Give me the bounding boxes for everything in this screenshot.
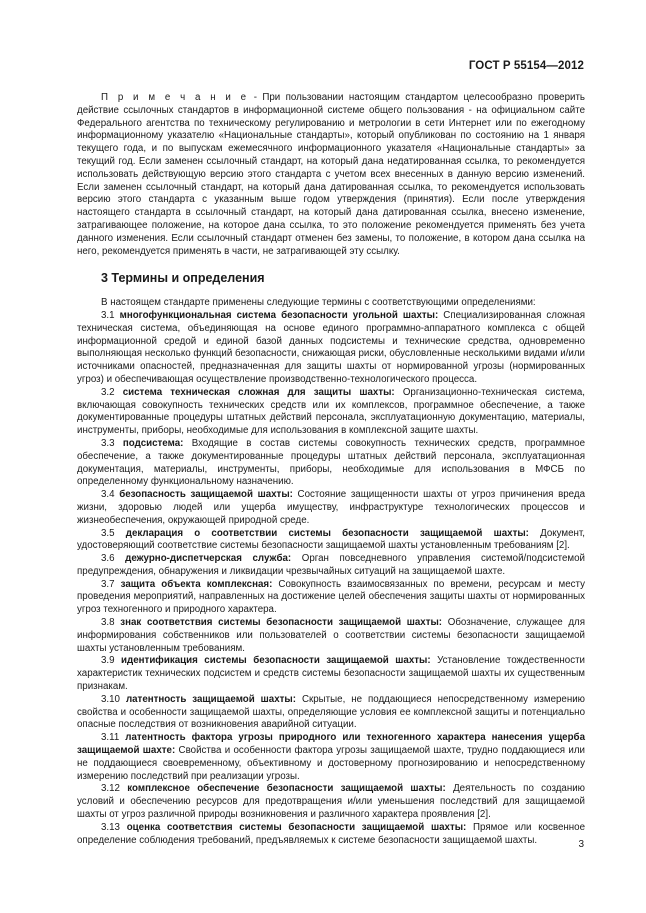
term-number: 3.8 (101, 617, 121, 629)
term-text: Свойства и особенности фактора угрозы защищаемой шахте, трудно поддающиеся или не поддающиеся своевременному, объективному и достоверному прогнозированию и непосредственному измерению последствий при реализации угрозы. (77, 745, 585, 782)
term-text: Деятельность по созданию условий и обеспечению ресурсов для предотвращения и/или уменьшения последствий для защищаемой шахты от угроз различной природы возникновения и различного характера проявления [2]. (77, 783, 585, 821)
terms-list (77, 310, 585, 847)
term-text: Специализированная сложная техническая система, объединяющая на основе единого программно-аппаратного комплекса с общей информационной средой и единой базой данных подсистемы и технические средства, одновременно выполняющая несколько функций безопасности, снижающая риски, обусловленные несколькими видами и/или источниками опасностей, предназначенная для защиты шахты от нормированной угрозы (нормированных угроз) и обеспечивающая осуществление производственно-технологического процесса. (77, 309, 585, 385)
note-paragraph (77, 92, 585, 258)
term-name: дежурно-диспетчерская служба: (125, 553, 292, 565)
term-text: Скрытые, не поддающиеся непосредственному измерению свойства и особенности защищаемой шахты, определяющие условия ее комплексной защиты и потенциально опасные последствия от возникновения аварийной ситуации. (77, 693, 585, 731)
term-name: подсистема: (122, 437, 184, 449)
page-content (77, 92, 585, 847)
term-name: комплексное обеспечение безопасности защищаемой шахты: (127, 783, 446, 795)
term-name: знак соответствия системы безопасности защищаемой шахты: (120, 617, 443, 629)
term-text: Прямое или косвенное определение соблюдения требований, предъявляемых к системе безопасности защищаемой шахты. (77, 821, 585, 846)
term-number: 3.2 (101, 386, 123, 398)
term-number: 3.13 (101, 821, 127, 833)
term-definition (77, 438, 585, 489)
term-text: Входящие в состав системы совокупность технических средств, программное обеспечение, а также документированные процедуры штатных действий персонала, эксплуатационная документация, материалы, инструменты, приборы, необходимые для использования в МФСБ по определенному функциональному назначению. (77, 437, 586, 488)
term-definition (77, 694, 585, 732)
term-number: 3.6 (101, 553, 126, 565)
term-number: 3.12 (101, 783, 128, 795)
term-definition (77, 822, 585, 848)
term-name: безопасность защищаемой шахты: (119, 489, 293, 501)
term-number: 3.10 (101, 693, 126, 705)
term-number: 3.4 (101, 489, 120, 501)
term-definition (77, 387, 585, 438)
term-name: декларация о соответствии системы безопасности защищаемой шахты: (125, 527, 529, 539)
term-text: Установление тождественности характеристик технических подсистем и средств системы безопасности защищаемой шахты их существенным признакам. (77, 655, 586, 693)
term-name: идентификация системы безопасности защищаемой шахты: (121, 655, 431, 667)
term-definition (77, 655, 585, 693)
page-number: 3 (578, 839, 584, 850)
term-text: Состояние защищенности шахты от угроз причинения вреда жизни, здоровью людей или ущерба имуществу, инфраструктуре технологических процессов и жизнеобеспечения, окружающей природной среде. (77, 489, 585, 526)
term-name: оценка соответствия системы безопасности защищаемой шахты: (126, 821, 467, 833)
term-number: 3.11 (101, 732, 126, 744)
term-definition (77, 310, 585, 387)
term-definition (77, 732, 585, 783)
term-text: Совокупность взаимосвязанных по времени, ресурсам и месту проведения мероприятий, направленных на достижение целей обеспечения защиты шахты от нормированных угроз техногенного и природного характера. (77, 578, 585, 616)
term-name: многофункциональная система безопасности угольной шахты: (119, 309, 439, 321)
term-number: 3.5 (101, 527, 126, 539)
term-name: защита объекта комплексная: (120, 578, 273, 590)
note-label: П р и м е ч а н и е (101, 92, 249, 103)
term-name: латентность фактора угрозы природного или техногенного характера нанесения ущерба защищаемой шахте: (77, 732, 585, 757)
section-title: 3 Термины и определения (101, 271, 265, 286)
term-definition (77, 579, 585, 617)
term-definition (77, 617, 585, 655)
document-id: ГОСТ Р 55154—2012 (468, 60, 584, 72)
term-definition (77, 489, 585, 527)
term-number: 3.9 (101, 655, 122, 667)
term-number: 3.3 (101, 437, 123, 449)
term-definition (77, 783, 585, 821)
term-name: система техническая сложная для защиты шахты: (122, 386, 395, 398)
term-text: Орган повседневного управления системой/подсистемой предупреждения, обнаружения и ликвидации чрезвычайных ситуаций на защищаемой шахте. (77, 553, 585, 577)
term-number: 3.1 (101, 309, 120, 321)
section-intro: В настоящем стандарте применены следующие термины с соответствующими определениями: (101, 297, 536, 309)
term-text: Организационно-техническая система, включающая совокупность технических средств или их комплексов, программное обеспечение, а также документированные процедуры штатных действий персонала, эксплуатационную документацию, материалы, инструменты, приборы, необходимые для использования в комплексной защите шахты. (77, 386, 585, 437)
term-number: 3.7 (101, 578, 121, 590)
term-text: Документ, удостоверяющий соответствие системы безопасности защищаемой шахты установленным требованиям [2]. (77, 527, 586, 552)
term-text: Обозначение, служащее для информирования собственников или пользователей о соответствии системы безопасности защищаемой шахты установленным требованиям. (77, 617, 586, 654)
term-definition (77, 553, 585, 579)
term-definition (77, 528, 585, 554)
term-name: латентность защищаемой шахты: (125, 693, 296, 705)
note-text: - При пользовании настоящим стандартом целесообразно проверить действие ссылочных стандартов в информационной системе общего пользования - на официальном сайте Федерального агентства по техническому регулированию и метрологии в сети Интернет или по ежегодному информационному указателю «Национальные стандарты», который опубликован по состоянию на 1 января текущего года, и по выпускам ежемесячного информационного указателя «Национальные стандарты» за текущий год. Если заменен ссылочный стандарт, на который дана недатированная ссылка, то рекомендуется использовать действующую версию этого стандарта с учетом всех внесенных в данную версию изменений. Если заменен ссылочный стандарт, на который дана датированная ссылка, то рекомендуется использовать версию этого стандарта с указанным выше годом утверждения (принятия). Если после утверждения настоящего стандарта в ссылочный стандарт, на который дана датированная ссылка, внесено изменение, затрагивающее положение, на которое дана ссылка, то это положение рекомендуется применять без учета данного изменения. Если ссылочный стандарт отменен без замены, то положение, в котором дана ссылка на него, рекомендуется применять в части, не затрагивающей эту ссылку. (77, 92, 585, 257)
